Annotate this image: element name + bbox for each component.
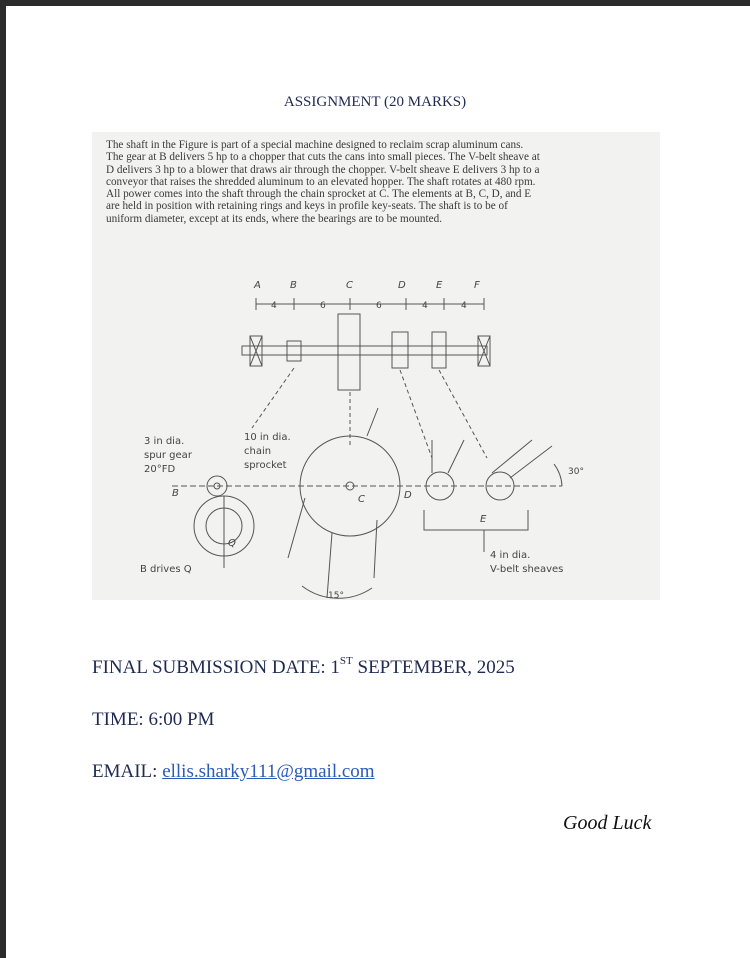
sheave-d-circle — [426, 472, 454, 500]
sheave-e — [432, 332, 446, 368]
sprocket-label-line: sprocket — [244, 460, 287, 471]
email-line — [92, 761, 375, 783]
sheave-label-line: V-belt sheaves — [490, 564, 564, 575]
assignment-title: ASSIGNMENT (20 MARKS) — [283, 94, 467, 110]
label-point-f: F — [474, 280, 480, 291]
label-b: B — [172, 488, 179, 499]
shaft-diagram — [92, 268, 660, 600]
problem-line: uniform diameter, except at its ends, where the bearings are to be mounted. — [106, 212, 442, 225]
good-luck: Good Luck — [563, 812, 652, 834]
spacing-de: 4 — [422, 301, 428, 311]
label-point-a: A — [254, 280, 261, 291]
b-drives-q-label: B drives Q — [140, 564, 192, 575]
label-d: D — [404, 490, 412, 501]
problem-line: are held in position with retaining rings and keys in profile key-seats. The shaft is to be of — [106, 200, 508, 213]
email-link[interactable]: ellis.sharky111@gmail.com — [162, 761, 375, 782]
spacing-bc: 6 — [320, 301, 326, 311]
problem-line: All power comes into the shaft through the chain sprocket at C. The elements at B, C, D, and E — [106, 188, 532, 201]
problem-line: conveyor that raises the shredded aluminum to an elevated hopper. The shaft rotates at 480 rpm. — [106, 175, 536, 188]
submission-date: FINAL SUBMISSION DATE: 1ST SEPTEMBER, 2025 — [92, 655, 515, 678]
label-q: Q — [228, 538, 236, 549]
sheave-label-line: 4 in dia. — [490, 550, 531, 561]
gear-b-hub — [287, 341, 301, 361]
sprocket-label-line: chain — [244, 446, 272, 457]
angle-30-label: 30° — [568, 467, 584, 477]
sprocket-c — [338, 314, 360, 390]
problem-line: D delivers 3 hp to a blower that draws air through the chopper. V-belt sheave E delivers 3 hp to a — [106, 163, 540, 176]
spacing-cd: 6 — [376, 301, 382, 311]
label-point-b: B — [290, 280, 297, 291]
submission-time: TIME: 6:00 PM — [92, 709, 215, 730]
label-point-d: D — [398, 280, 406, 291]
shaft — [242, 346, 487, 355]
angle-15-label: 15° — [328, 591, 344, 600]
label-point-e: E — [436, 280, 443, 291]
label-e: E — [480, 514, 487, 525]
problem-line: The shaft in the Figure is part of a special machine designed to reclaim scrap aluminum cans. — [106, 139, 524, 151]
gear-label-line: spur gear — [144, 450, 192, 461]
spacing-ef: 4 — [461, 301, 467, 311]
label-c: C — [358, 494, 365, 505]
gear-label-line: 20°FD — [144, 464, 176, 475]
spacing-ab: 4 — [271, 301, 277, 311]
label-point-c: C — [346, 280, 353, 291]
problem-line: The gear at B delivers 5 hp to a chopper that cuts the cans into small pieces. The V-belt sheave at — [106, 151, 540, 164]
sprocket-label-line: 10 in dia. — [244, 432, 291, 443]
date-superscript: ST — [339, 655, 353, 667]
problem-statement — [106, 139, 640, 225]
sheave-d — [392, 332, 408, 368]
gear-label-line: 3 in dia. — [144, 436, 185, 447]
email-label: EMAIL: — [92, 761, 163, 782]
